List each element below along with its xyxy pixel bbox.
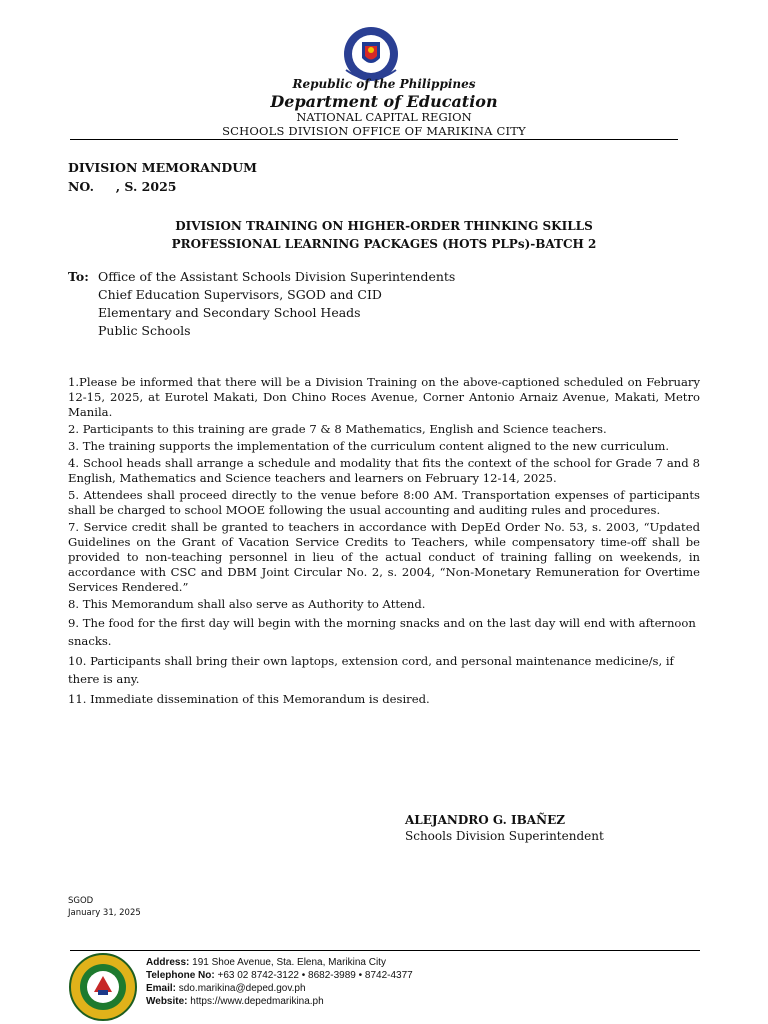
body-paragraph: 11. Immediate dissemination of this Memorandum is desired. — [68, 692, 430, 706]
department-heading: Department of Education — [270, 92, 498, 111]
republic-heading: Republic of the Philippines — [292, 77, 476, 91]
body-paragraph: 8. This Memorandum shall also serve as Authority to Attend. — [68, 597, 426, 611]
email-link[interactable]: sdo.marikina@deped.gov.ph — [178, 983, 306, 994]
memo-type: DIVISION MEMORANDUM — [68, 160, 257, 175]
contact-block — [146, 956, 413, 1008]
recipient-line: Elementary and Secondary School Heads — [98, 305, 361, 320]
recipient-line: Chief Education Supervisors, SGOD and CID — [98, 287, 382, 302]
recipients-label: To: — [68, 269, 89, 284]
website-link[interactable]: https://www.depedmarikina.ph — [190, 996, 324, 1007]
memo-number: NO. , S. 2025 — [68, 179, 177, 194]
subject-line-1: DIVISION TRAINING ON HIGHER-ORDER THINKING SKILLS — [175, 219, 593, 233]
body-paragraph: 1.Please be informed that there will be a Division Training on the above-captioned scheduled on February 12-15, 2025, at Eurotel Makati, Don Chino Roces Avenue, Corner Antonio Arnaiz Avenue, Makati, Metro Manila. — [68, 375, 700, 419]
email-label: Email: — [146, 983, 177, 994]
subject-line-2: PROFESSIONAL LEARNING PACKAGES (HOTS PLPs)-BATCH 2 — [171, 237, 597, 251]
telephone-label: Telephone No: — [146, 970, 215, 981]
body-paragraph: 9. The food for the first day will begin with the morning snacks and on the last day will end with afternoon snacks. — [68, 616, 696, 648]
header-divider — [70, 139, 678, 140]
originating-office: SGOD — [68, 896, 94, 906]
sdo-marikina-seal-icon — [68, 952, 138, 1022]
reference-note — [68, 895, 141, 919]
address-value: 191 Shoe Avenue, Sta. Elena, Marikina City — [192, 957, 386, 968]
telephone-value: +63 02 8742-3122 • 8682-3989 • 8742-4377 — [217, 970, 413, 981]
body-paragraph: 3. The training supports the implementation of the curriculum content aligned to the new curriculum. — [68, 439, 670, 453]
address-label: Address: — [146, 957, 190, 968]
memo-date: January 31, 2025 — [68, 908, 141, 918]
body-paragraph: 2. Participants to this training are grade 7 & 8 Mathematics, English and Science teachers. — [68, 422, 607, 436]
signatory-name: ALEJANDRO G. IBAÑEZ — [405, 813, 565, 827]
recipients-block — [68, 268, 455, 340]
website-label: Website: — [146, 996, 188, 1007]
recipient-line: Office of the Assistant Schools Division Superintendents — [98, 269, 456, 284]
body-paragraph: 10. Participants shall bring their own laptops, extension cord, and personal maintenance medicine/s, if there is any. — [68, 654, 674, 686]
body-paragraph: 7. Service credit shall be granted to teachers in accordance with DepEd Order No. 53, s. 2003, “Updated Guidelines on the Grant of Vacation Service Credits to Teachers, while compensatory time-off shall be provided to non-teaching personnel in lieu of the actual conduct of training falling on weekends, in accordance with CSC and DBM Joint Circular No. 2, s. 2004, “Non-Monetary Remuneration for Overtime Services Rendered.” — [68, 520, 700, 594]
footer-divider — [70, 950, 700, 951]
signatory-title: Schools Division Superintendent — [405, 829, 604, 843]
division-office-heading: SCHOOLS DIVISION OFFICE OF MARIKINA CITY — [222, 124, 526, 138]
recipient-line: Public Schools — [98, 323, 191, 338]
region-heading: NATIONAL CAPITAL REGION — [296, 110, 472, 124]
body-paragraph: 5. Attendees shall proceed directly to the venue before 8:00 AM. Transportation expenses of participants shall be charged to school MOOE following the usual accounting and auditing rules and procedures. — [68, 488, 700, 517]
body-paragraph: 4. School heads shall arrange a schedule and modality that fits the context of the school for Grade 7 and 8 English, Mathematics and Science teachers and learners on February 12-14, 2025. — [68, 456, 700, 485]
memo-body — [68, 375, 700, 710]
signature-block — [405, 813, 604, 843]
